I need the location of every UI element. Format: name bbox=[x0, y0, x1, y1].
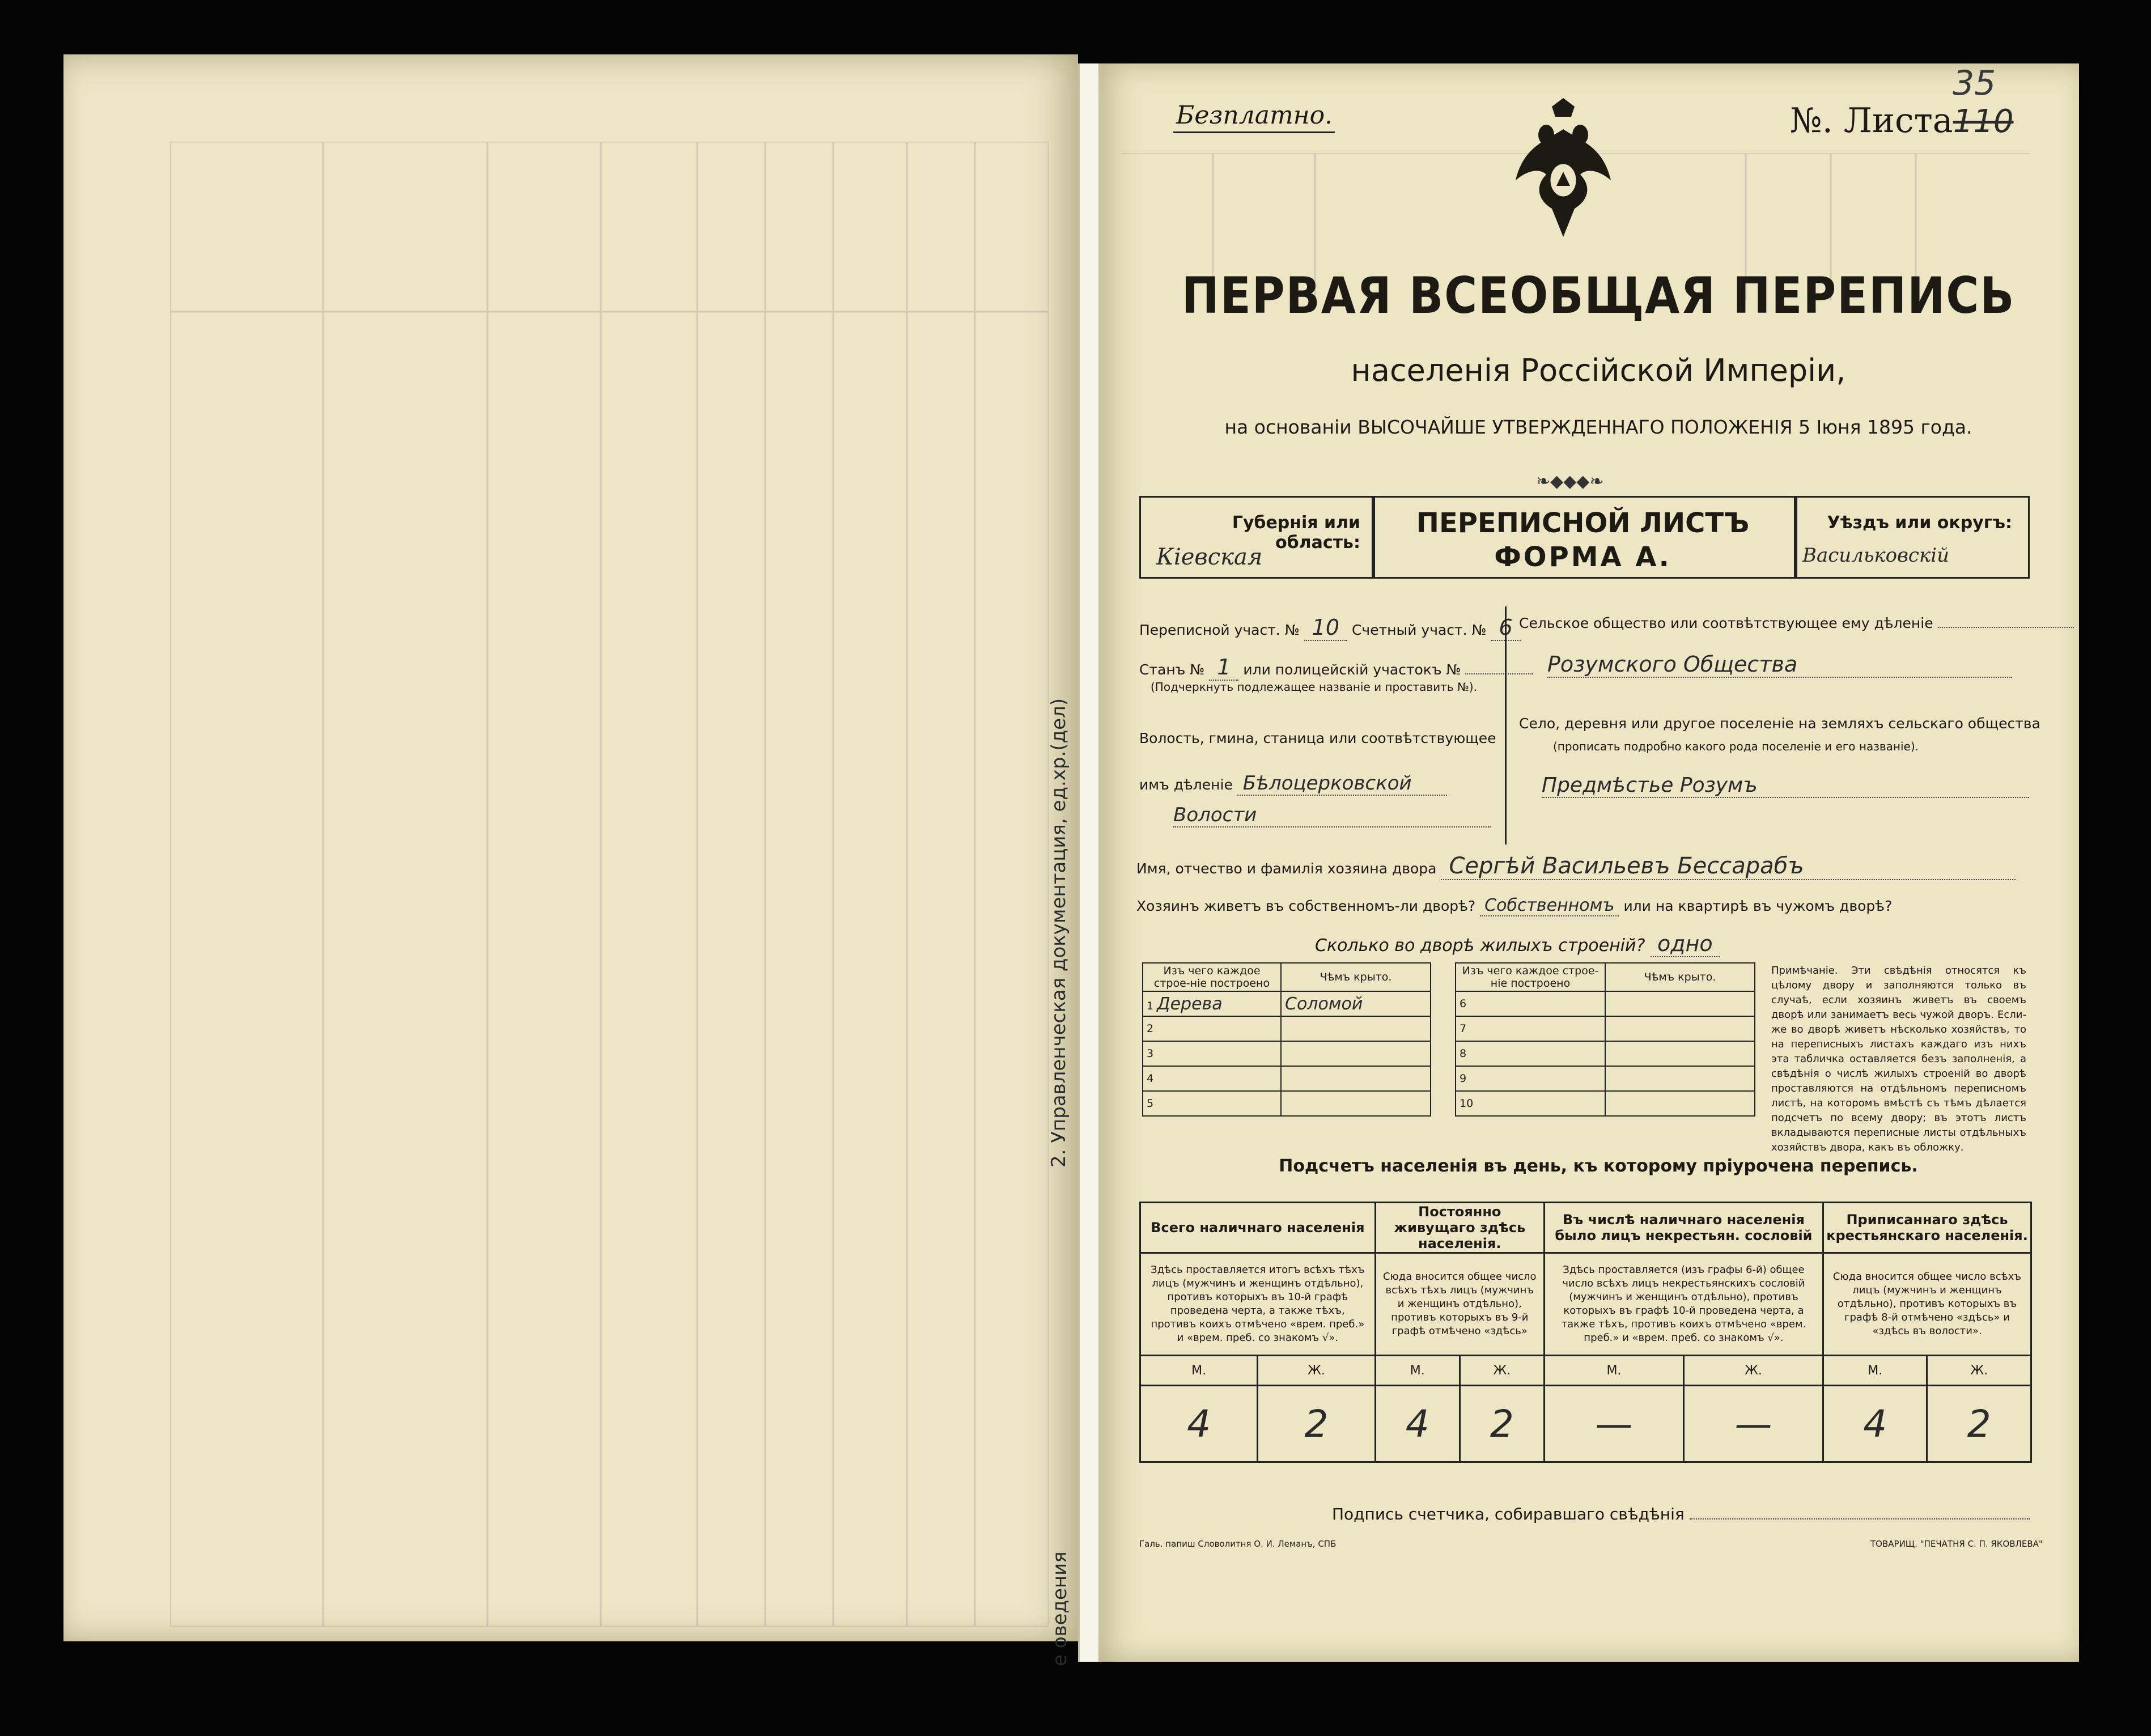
page-title: ПЕРВАЯ ВСЕОБЩАЯ ПЕРЕПИСЬ bbox=[1181, 266, 2016, 325]
buildings-count-value: одно bbox=[1651, 931, 1720, 957]
owner-name-value: Сергѣй Васильевъ Бессарабъ bbox=[1441, 853, 2016, 880]
printer-left: Галь. папиш Словолитня О. И. Леманъ, СПБ bbox=[1139, 1539, 1337, 1549]
volost-value-2: Волости bbox=[1173, 804, 1491, 827]
count-value: — bbox=[1683, 1386, 1823, 1462]
uezd-label: Уѣздъ или округъ: bbox=[1827, 513, 2012, 533]
count-group-head: Постоянно живущаго здѣсь населенія. bbox=[1375, 1203, 1544, 1253]
census-sheet-title: ПЕРЕПИСНОЙ ЛИСТЪ bbox=[1416, 507, 1750, 539]
sheet-number-value: 110 bbox=[1953, 103, 2014, 140]
note-text: Примѣчаніе. Эти свѣдѣнія относятся къ цѣлому двору и заполняются только въ случаѣ, если хозяинъ живетъ въ своемъ дворѣ или занимаетъ весь чужой дворъ. Если-же во дворѣ живетъ нѣсколько хозяйствъ, то на переписныхъ листахъ каждаго изъ нихъ эта табличка оставляется безъ заполненія, а свѣдѣнія о числѣ жилыхъ строеній во дворѣ проставляются на отдѣльномъ переписномъ листѣ, на которомъ вмѣстѣ съ тѣмъ дѣлается подсчетъ по всему двору; въ этотъ листъ вкладываются переписные листы отдѣльныхъ хозяйствъ двора, какъ въ обложку. bbox=[1771, 965, 2026, 1153]
stan-value: 1 bbox=[1209, 655, 1238, 681]
uezd-value: Васильковскій bbox=[1802, 544, 1950, 567]
stan-note: (Подчеркнуть подлежащее названіе и проставить №). bbox=[1151, 680, 1477, 694]
village-note: (прописать подробно какого рода поселеніе и его названіе). bbox=[1553, 740, 1919, 753]
ornament-divider: ❧◆◆◆❧ bbox=[1536, 472, 1604, 491]
legal-basis: на основаніи ВЫСОЧАЙШЕ УТВЕРЖДЕННАГО ПОЛОЖЕНІЯ 5 Іюня 1895 года. bbox=[1224, 416, 1972, 438]
volost-value-1: Бѣлоцерковской bbox=[1237, 772, 1447, 796]
count-value: 4 bbox=[1823, 1386, 1927, 1462]
village-label: Село, деревня или другое поселеніе на земляхъ сельскаго общества bbox=[1519, 715, 2040, 732]
census-area-field: Переписной участ. № 10 Счетный участ. № 6 bbox=[1139, 615, 1521, 640]
form-type: ФОРМА А. bbox=[1494, 541, 1671, 573]
signature-field: Подпись счетчика, собиравшаго свѣдѣнія bbox=[1332, 1505, 2030, 1523]
owner-residence-value: Собственномъ bbox=[1480, 895, 1619, 916]
count-group-desc: Здѣсь проставляется (изъ графы 6-й) общее число всѣхъ лицъ некрестьянскихъ сословій (мужчинъ и женщинъ отдѣльно), противъ которыхъ въ графѣ 10-й проведена черта, а также тѣхъ, противъ коихъ отмѣчено «врем. преб.» и «врем. преб. со знакомъ √». bbox=[1544, 1253, 1823, 1356]
archive-label-2: е оведения bbox=[1049, 1551, 1071, 1666]
buildings-count-field: Сколько во дворѣ жилыхъ строеній? одно bbox=[1315, 931, 1720, 956]
count-group-head: Приписаннаго здѣсь крестьянскаго населенія. bbox=[1823, 1203, 2031, 1253]
count-group-head: Всего наличнаго населенія bbox=[1140, 1203, 1376, 1253]
count-value: 2 bbox=[1927, 1386, 2031, 1462]
imperial-eagle-icon bbox=[1512, 95, 1614, 248]
count-values-row bbox=[1140, 1386, 2031, 1462]
count-group-desc: Сюда вносится общее число всѣхъ лицъ (мужчинъ и женщинъ отдѣльно), противъ которыхъ въ графѣ 8-й отмѣчено «здѣсь» и «здѣсь въ волости». bbox=[1823, 1253, 2031, 1356]
guberniya-value: Кіевская bbox=[1156, 544, 1263, 570]
count-group-head: Въ числѣ наличнаго населенія было лицъ некрестьян. сословій bbox=[1544, 1203, 1823, 1253]
count-value: 4 bbox=[1375, 1386, 1460, 1462]
sheet-number-label: №. Листа bbox=[1790, 101, 1953, 141]
guberniya-label: Губернія или область: bbox=[1232, 513, 1360, 553]
buildings-table-header: Изъ чего каждое строе-ніе построено Чѣмъ крыто. Изъ чего каждое строе-ніе построено Чѣмъ крыто. bbox=[1143, 963, 1755, 991]
count-group-desc: Сюда вносится общее число всѣхъ тѣхъ лицъ (мужчинъ и женщинъ отдѣльно), противъ которыхъ въ 9-й графѣ отмѣчено «здѣсь» bbox=[1375, 1253, 1544, 1356]
volost-field: имъ дѣленіе Бѣлоцерковской bbox=[1139, 772, 1447, 796]
count-desc-row bbox=[1140, 1253, 2031, 1356]
village-value: Предмѣстье Розумъ bbox=[1542, 774, 2029, 798]
table-row: 1 Дерева Соломой 6 bbox=[1143, 991, 1755, 1016]
table-row: 2 7 bbox=[1143, 1016, 1755, 1041]
owner-residence-field: Хозяинъ живетъ въ собственномъ-ли дворѣ? Собственномъ или на квартирѣ въ чужомъ дворѣ? bbox=[1136, 895, 1893, 915]
count-area-value: 6 bbox=[1491, 615, 1520, 641]
archive-label: 2. Управленческая документация, ед.хр.(дел) bbox=[1047, 698, 1070, 1168]
population-count-table bbox=[1139, 1202, 2032, 1463]
census-area-value: 10 bbox=[1304, 615, 1347, 641]
count-header-row bbox=[1140, 1203, 2031, 1253]
page-subtitle: населенія Россійской Имперіи, bbox=[1351, 353, 1846, 388]
count-value: 4 bbox=[1140, 1386, 1258, 1462]
stan-field: Станъ № 1 или полицейскій участокъ № bbox=[1139, 655, 1533, 680]
count-value: 2 bbox=[1460, 1386, 1544, 1462]
sheet-number bbox=[1790, 101, 2013, 141]
table-row: 5 10 bbox=[1143, 1091, 1755, 1116]
owner-name-field: Имя, отчество и фамилія хозяина двора Сергѣй Васильевъ Бессарабъ bbox=[1136, 853, 2016, 880]
page-number: 35 bbox=[1953, 63, 1996, 103]
free-underline bbox=[1173, 131, 1335, 133]
vertical-divider bbox=[1505, 606, 1507, 844]
table-row: 4 9 bbox=[1143, 1066, 1755, 1091]
count-group-desc: Здѣсь проставляется итогъ всѣхъ тѣхъ лицъ (мужчинъ и женщинъ отдѣльно), противъ которыхъ въ 10-й графѣ проведена черта, а также тѣхъ, противъ коихъ отмѣчено «врем. преб.» и «врем. преб. со знакомъ √». bbox=[1140, 1253, 1376, 1356]
show-through-grid-left bbox=[170, 142, 1049, 1627]
count-title: Подсчетъ населенія въ день, къ которому пріурочена перепись. bbox=[1279, 1156, 1918, 1176]
count-sex-row: М. Ж. М. Ж. М. Ж. М. Ж. bbox=[1140, 1356, 2031, 1386]
count-value: 2 bbox=[1258, 1386, 1375, 1462]
volost-label-1: Волость, гмина, станица или соотвѣтствующее bbox=[1139, 730, 1496, 746]
printer-right: ТОВАРИЩ. "ПЕЧАТНЯ С. П. ЯКОВЛЕВА" bbox=[1870, 1539, 2043, 1549]
table-row: 3 8 bbox=[1143, 1041, 1755, 1066]
society-label: Сельское общество или соотвѣтствующее ему дѣленіе bbox=[1519, 615, 2074, 631]
count-value: — bbox=[1544, 1386, 1683, 1462]
buildings-table bbox=[1142, 962, 1755, 1117]
free-label: Безплатно. bbox=[1176, 101, 1333, 130]
society-value: Розумского Общества bbox=[1547, 652, 2012, 678]
